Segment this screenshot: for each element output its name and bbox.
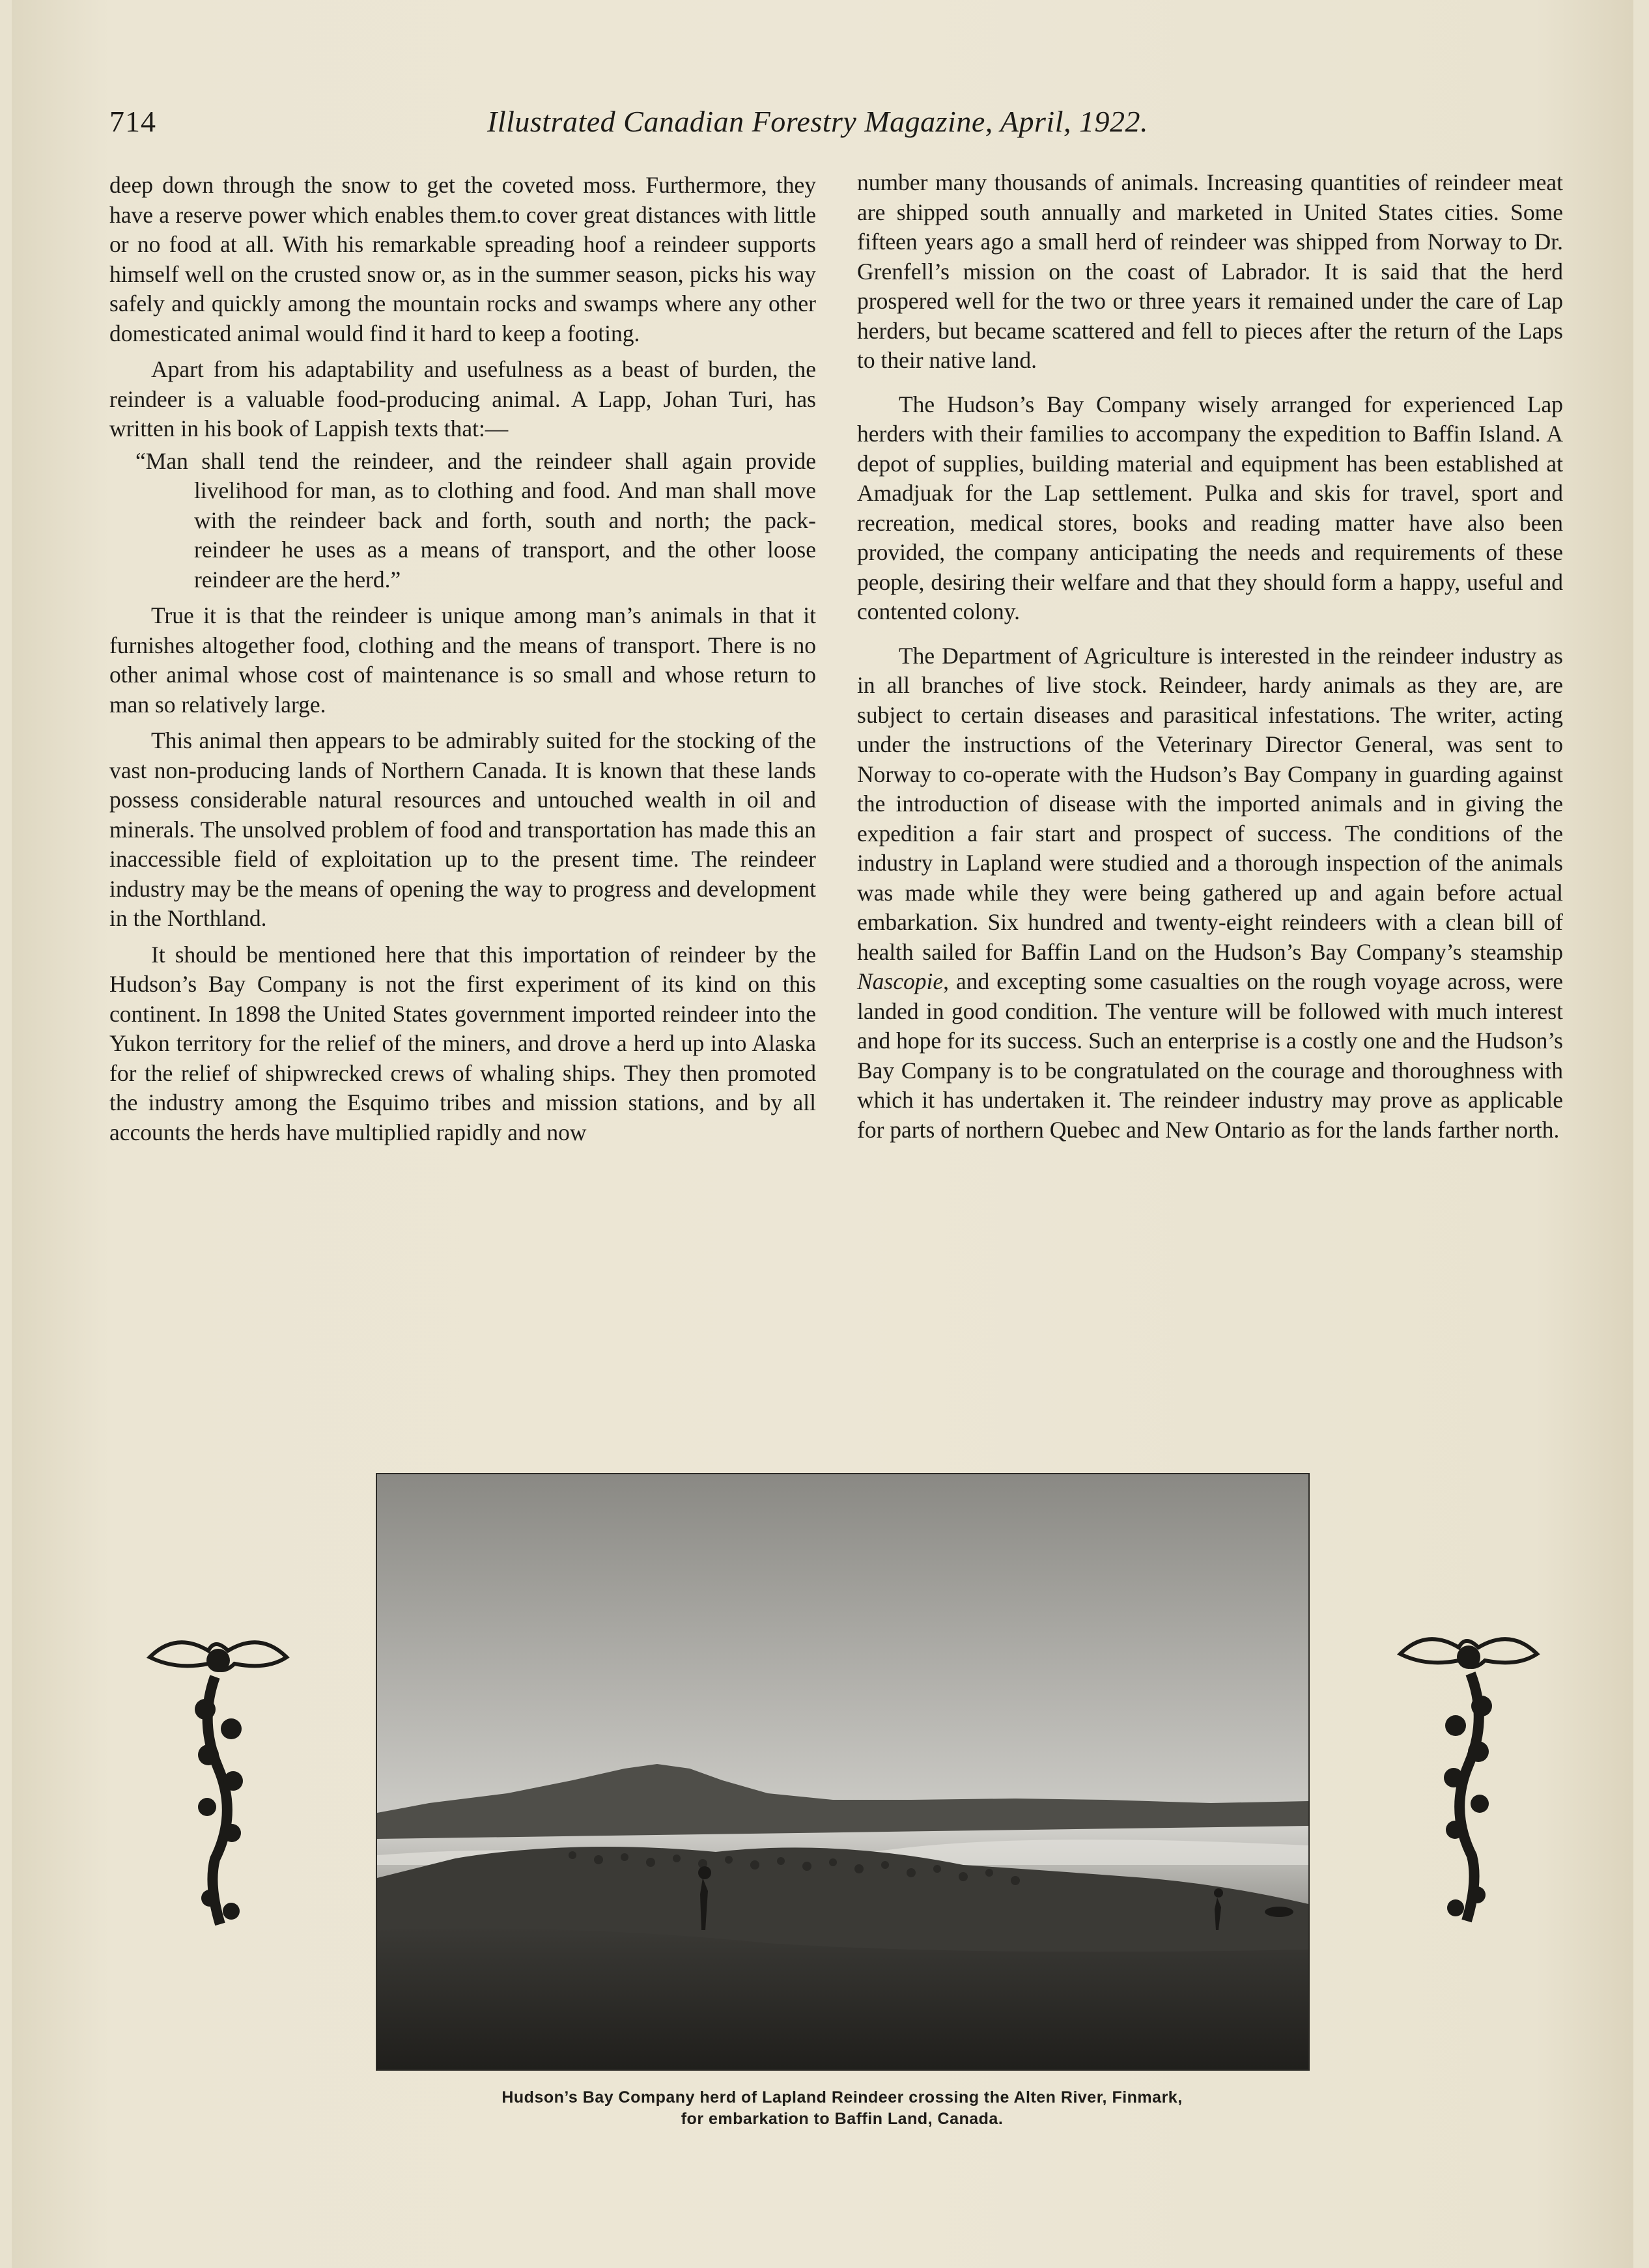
floral-ornament-left: [137, 1625, 300, 1937]
paragraph: It should be mentioned here that this importation of reindeer by the Hudson’s Bay Company is not the first experiment of its kind on this continent. In 1898 the United States government imported reindeer into the Yukon territory for the relief of the miners, and drove a herd up into Alaska for the relief of shipwrecked crews of whaling ships. They then promoted the industry among the Esquimo tribes and mission stations, and by all accounts the herds have multiplied rapidly and now: [109, 941, 816, 1145]
photograph-image: [377, 1474, 1308, 2069]
left-column: [109, 171, 816, 1147]
journal-title: Illustrated Canadian Forestry Magazine, April, 1922.: [487, 105, 1148, 138]
paragraph: deep down through the snow to get the coveted moss. Furthermore, they have a reserve power which enables them.to cover great distances with little or no food at all. With his remarkable spreading hoof a reindeer supports himself well on the crusted snow or, as in the summer season, picks his way safely and quickly among the mountain rocks and swamps where any other domesticated animal would find it hard to keep a footing.: [109, 172, 816, 346]
page-header: [109, 104, 1562, 150]
floral-ornament-right: [1387, 1621, 1550, 1934]
paragraph: The Hudson’s Bay Company wisely arranged for experienced Lap herders with their families to accompany the expedition to Baffin Island. A depot of supplies, building material and equipment has been established at Amadjuak for the Lap settlement. Pulka and skis for travel, sport and recreation, medical stores, books and reading matter have also been provided, the company anticipating the needs and requirements of these people, desiring their welfare and that they should form a happy, useful and contented colony.: [857, 391, 1563, 624]
block-quote: “Man shall tend the reindeer, and the reindeer shall again provide livelihood for man, as to clothing and food. And man shall move with the reindeer back and forth, south and north; the pack-reindeer he uses as a means of transport, and the other loose reindeer are the herd.”: [135, 447, 816, 593]
page-number: 714: [109, 105, 156, 138]
paragraph-text: , and excepting some casualties on the rough voyage across, were landed in good condition. The venture will be followed with much interest and hope for its success. Such an enterprise is a costly one and the Hudson’s Bay Company is to be congratulated on the courage and thoroughness with which it has undertaken it. The reindeer industry may prove as applicable for parts of northern Quebec and New Ontario as for the lands farther north.: [857, 968, 1563, 1143]
paragraph: [857, 641, 1563, 1145]
paragraph-text: The Department of Agriculture is interested in the reindeer industry as in all branches of live stock. Reindeer, hardy animals as they are, are subject to certain diseases and parasitical infestations. The writer, acting under the instructions of the Veterinary Director General, was sent to Norway to co-operate with the Hudson’s Bay Company in guarding against the introduction of disease with the imported animals and in giving the expedition a fair start and prospect of success. The conditions of the industry in Lapland were studied and a thorough inspection of the animals was made while they were being gathered up and again before actual embarkation. Six hundred and twenty-eight reindeers with a clean bill of health sailed for Baffin Land on the Hudson’s Bay Company’s steamship: [857, 642, 1563, 965]
caption-line: Hudson’s Bay Company herd of Lapland Reindeer crossing the Alten River, Finmark,: [501, 2088, 1183, 2107]
paragraph: True it is that the reindeer is unique among man’s animals in that it furnishes altogether food, clothing and the means of transport. There is no other animal whose cost of maintenance is so small and whose return to man so relatively large.: [109, 602, 816, 718]
right-column: [857, 168, 1563, 1145]
caption-line: for embarkation to Baffin Land, Canada.: [681, 2110, 1004, 2128]
paragraph: Apart from his adaptability and usefulness as a beast of burden, the reindeer is a valuable food-producing animal. A Lapp, Johan Turi, has written in his book of Lappish texts that:—: [109, 356, 816, 441]
ship-name: Nascopie: [857, 968, 944, 994]
reindeer-photograph: [376, 1473, 1310, 2071]
paragraph: This animal then appears to be admirably suited for the stocking of the vast non-producing lands of Northern Canada. It is known that these lands possess considerable natural resources and untouched wealth in oil and minerals. The unsolved problem of food and transportation has made this an inaccessible field of exploitation up to the present time. The reindeer industry may be the means of opening the way to progress and development in the Northland.: [109, 727, 816, 931]
paragraph: number many thousands of animals. Increasing quantities of reindeer meat are shipped south annually and marketed in United States cities. Some fifteen years ago a small herd of reindeer was shipped from Norway to Dr. Grenfell’s mission on the coast of Labrador. It is said that the herd prospered well for the two or three years it remained under the care of Lap herders, but became scattered and fell to pieces after the return of the Laps to their native land.: [857, 169, 1563, 373]
photo-caption: [365, 2087, 1319, 2130]
